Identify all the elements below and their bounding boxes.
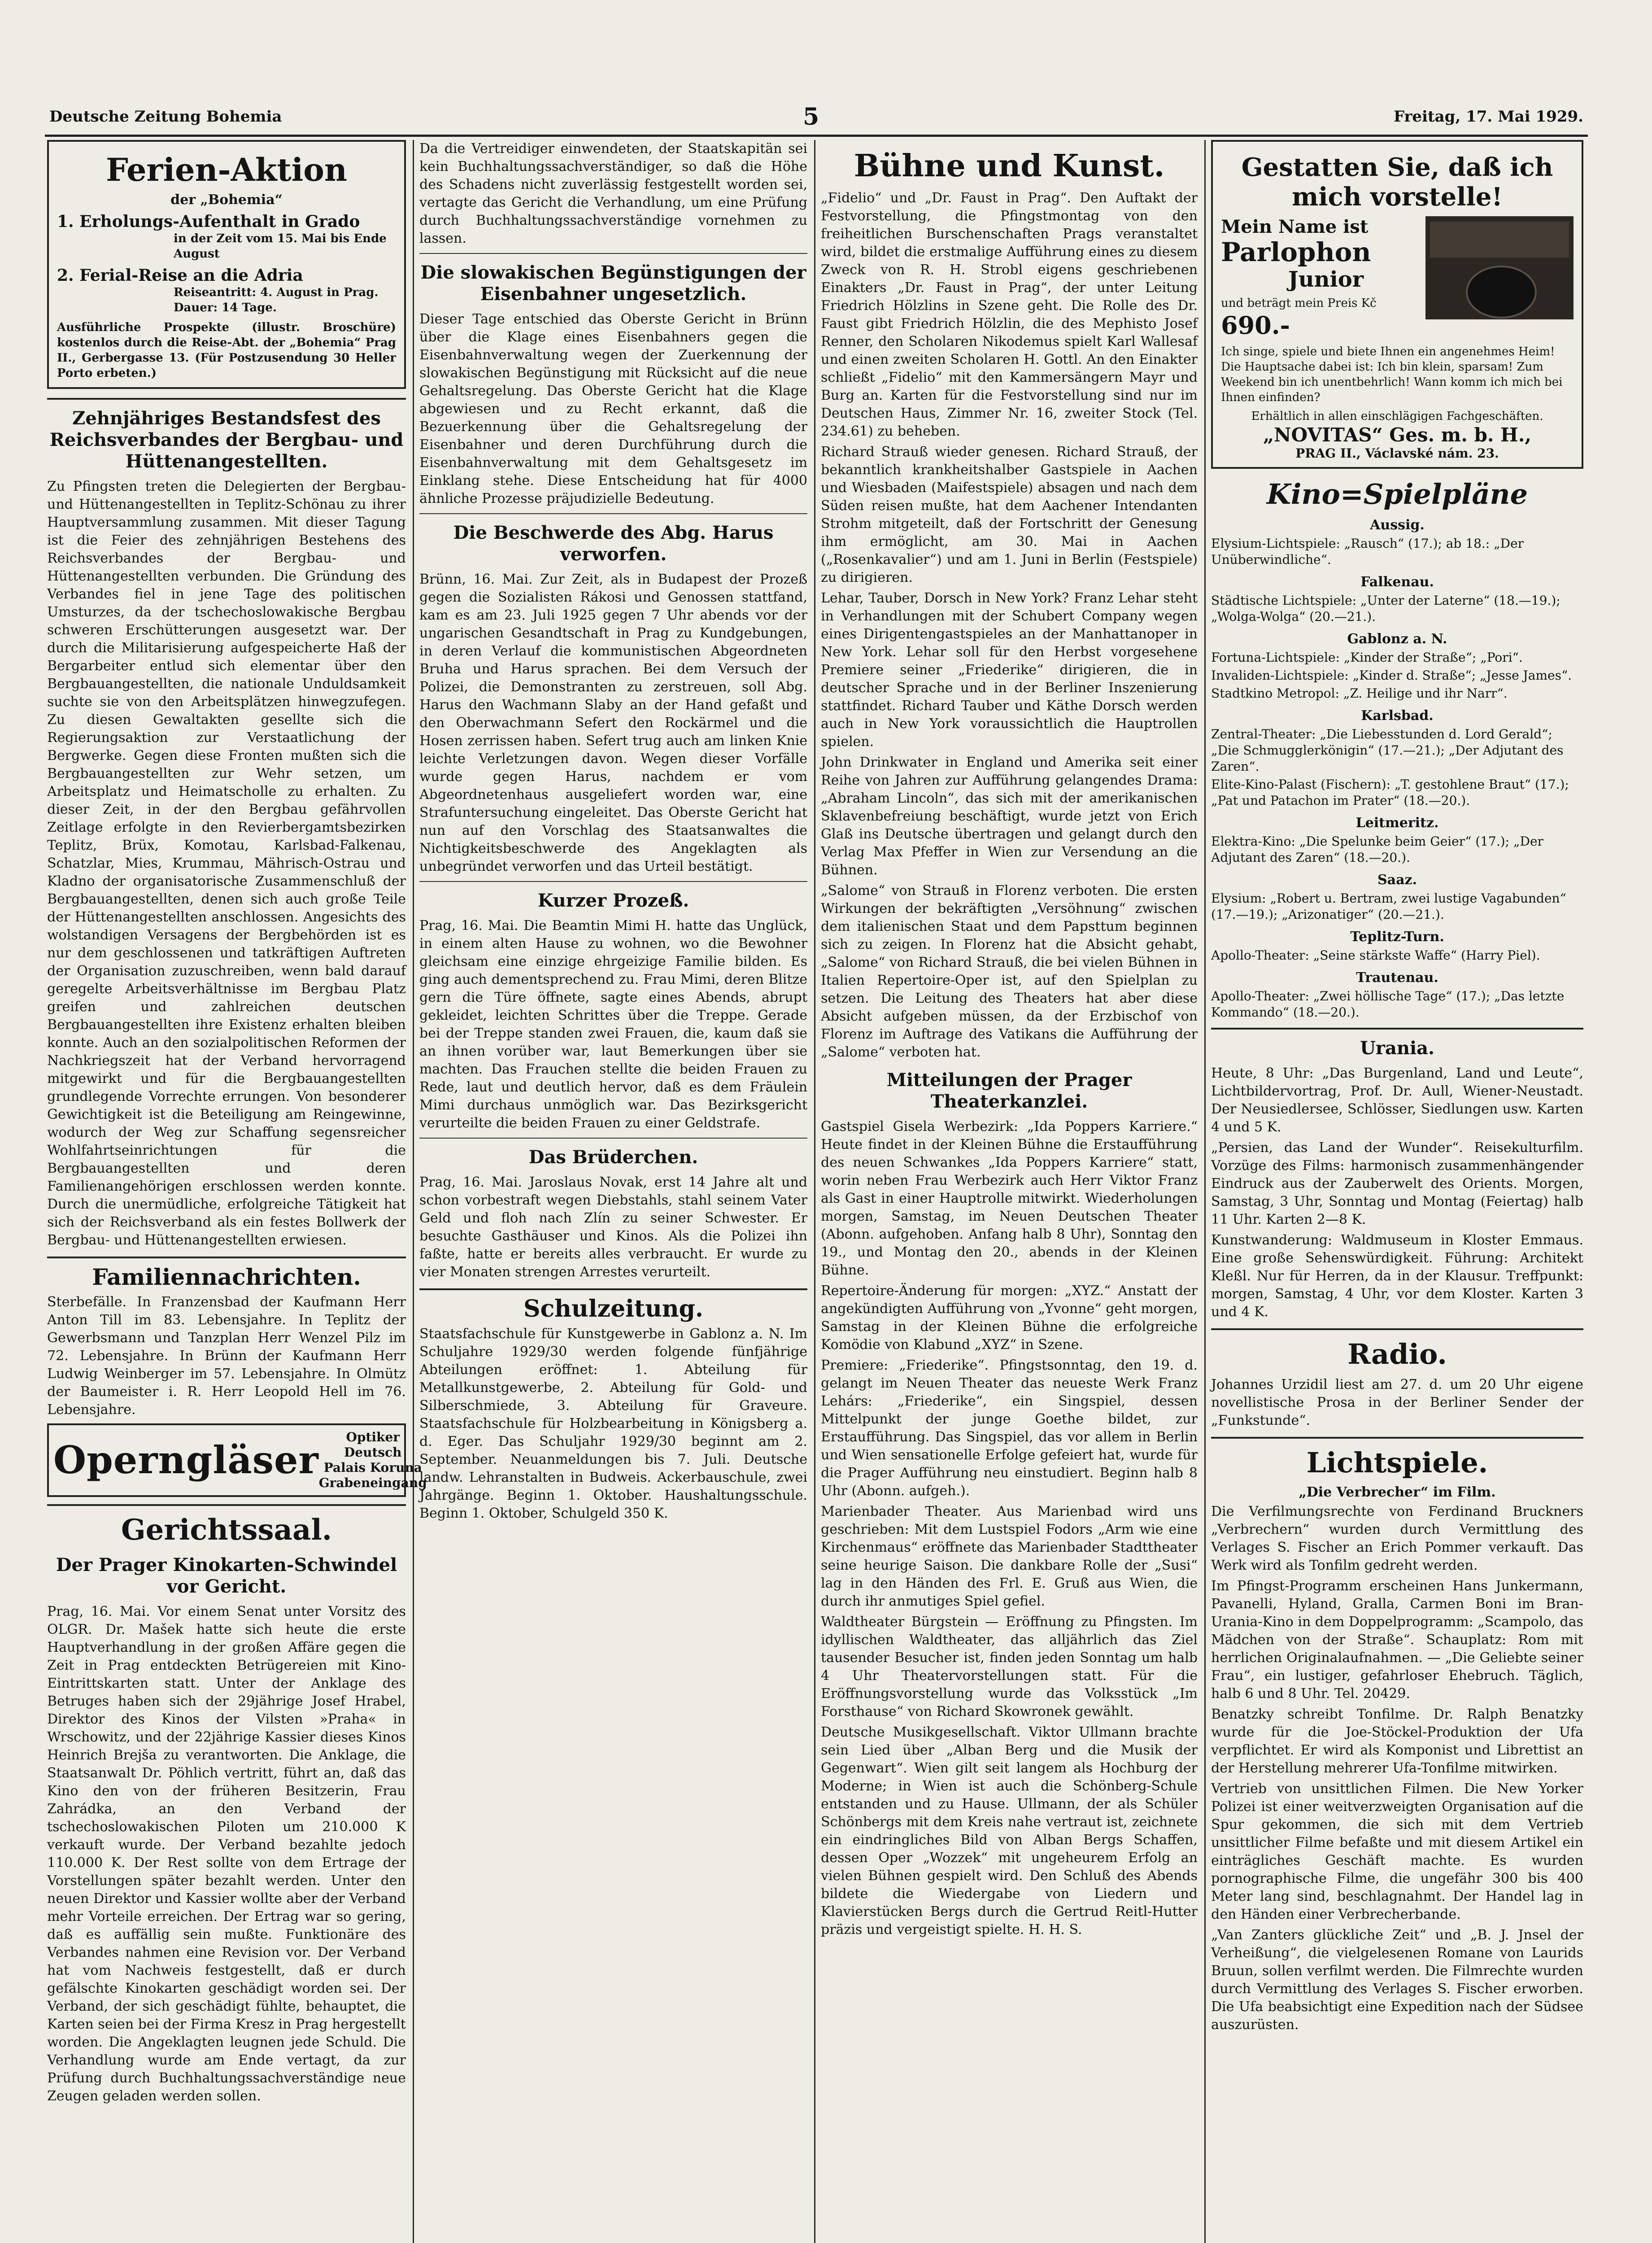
cinema-listing: Elite-Kino-Palast (Fischern): „T. gestohlene Braut“ (17.); „Pat und Patachon im Prater“ (18.—20.). xyxy=(1211,777,1569,808)
court-continuation: Da die Vertreidiger einwendeten, der Staatskapitän sei kein Buchhaltungssachverständiger, so daß die Höhe des Schadens nicht zuverlässig festgestellt worden sei, vertagte das Gericht die Verhandlung, um eine Prüfung durch Buchhaltungssachverständige vornehmen zu lassen. xyxy=(419,141,807,246)
article-title: Das Brüderchen. xyxy=(528,1147,698,1168)
court-title: Gerichtssaal. xyxy=(121,1513,332,1547)
page-header xyxy=(49,103,1583,130)
section-rule xyxy=(47,1257,406,1258)
section-rule xyxy=(1211,1028,1583,1030)
page-number: 5 xyxy=(803,103,819,131)
article-body: Prag, 16. Mai. Jaroslaus Novak, erst 14 Jahre alt und schon vorbestraft wegen Diebstahls, stahl seinem Vater Geld und floh nach Zlín zu seiner Schwester. Er besuchte Gasthäuser und Kinos. Als die Polizei ihn faßte, hatte er bereits alles verbraucht. Er wurde zu vier Monaten strengen Arrestes verurteilt. xyxy=(419,1174,807,1280)
cinema-town: Falkenau. xyxy=(1360,574,1434,590)
gramophone-image xyxy=(1425,216,1574,319)
oper-ad-side xyxy=(319,1430,427,1491)
column-1 xyxy=(47,140,427,2243)
cinema-listing: Fortuna-Lichtspiele: „Kinder der Straße“; „Pori“. xyxy=(1211,650,1523,665)
court-body: Prag, 16. Mai. Vor einem Senat unter Vorsitz des OLGR. Dr. Mašek hatte sich heute die erste Hauptverhandlung in der großen Affäre gegen die Zeit in Prag entdeckten Betrügereien mit Kino-Eintrittskarten statt. Unter der Anklage des Betruges haben sich der 29jährige Josef Hrabel, Direktor des Kinos der Vilsten »Praha« in Wrschowitz, und der 22jährige Kassier dieses Kinos Heinrich Brejša zu verantworten. Die Anklage, die Staatsanwalt Dr. Pöhlich vertritt, führt an, daß das Kino den von der früheren Besitzerin, Frau Zahrádka, an den Verband der tschechoslowakischen Piloten um 210.000 K verkauft wurde. Der Verband bezahlte jedoch 110.000 K. Der Rest sollte von dem Ertrage der Vorstellungen später bezahlt werden. Unter den neuen Direktor und Kassier wollte aber der Verband mehr Vorteile erreichen. Der Ertrag war so gering, daß es auffällig sein mußte. Funktionäre des Verbandes nahmen eine Revision vor. Der Verband hat vom Nachweis festgestellt, daß er durch gefälschte Kinokarten geschädigt worden sei. Der Verband, der sich geschädigt fühlte, behauptet, die Karten seien bei der Firma Kresz in Prag hergestellt worden. Die Angeklagten leugnen jede Schuld. Die Verhandlung wurde am Ende vertagt, da zur Prüfung durch Buchhaltungssachverständige neue Zeugen geladen werden sollen. xyxy=(47,1604,406,2104)
oper-ad-line: Palais Koruna xyxy=(323,1460,422,1475)
cinema-listing: Invaliden-Lichtspiele: „Kinder d. Straße“; „Jesse James“. xyxy=(1211,668,1572,683)
film-section-title: Lichtspiele. xyxy=(1306,1446,1488,1479)
article-body: Deutsche Musikgesellschaft. Viktor Ullmann brachte sein Lied über „Alban Berg und die Musik der Gegenwart“. Wien gilt seit langem als Hochburg der Moderne; in Wien ist auch die Schönberg-Schule entstanden und zu Hause. Ullmann, der als Schüler Schönbergs mit dem Kreis nahe vertraut ist, zeichnete ein eindringliches Bild von Alban Bergs Schaffen, dessen Oper „Wozzek“ mit ungeheurem Erfolg an vielen Bühnen gespielt wird. Den Schluß des Abends bildete die Wiedergabe von Liedern und Klavierstücken Bergs durch die Gertrud Reitl-Hutter präzis und vergeistigt spielte. H. H. S. xyxy=(821,1724,1198,1938)
article-body: „Salome“ von Strauß in Florenz verboten. Die ersten Wirkungen der bekräftigten „Versöhnung“ zwischen dem italienischen Staat und dem Papsttum beginnen sich zu zeigen. In Florenz hat die Absicht gehabt, „Salome“ von Richard Strauß, die bei vielen Bühnen in Italien Repertoire-Oper ist, auf den Spielplan zu setzen. Die Leitung des Theaters hat aber diese Absicht aufgeben müssen, da der Erzbischof von Florenz im Auftrage des Vatikans die Aufführung der „Salome“ verboten hat. xyxy=(821,883,1198,1060)
oper-ad-title: Operngläser xyxy=(53,1438,319,1482)
court-subtitle: Der Prager Kinokarten-Schwindel vor Gericht. xyxy=(56,1554,397,1597)
cinema-listing: Elektra-Kino: „Die Spelunke beim Geier“ (17.); „Der Adjutant des Zaren“ (18.—20.). xyxy=(1211,834,1543,865)
film-body: Im Pfingst-Programm erscheinen Hans Junkermann, Pavanelli, Hyland, Gralla, Carmen Boni im Bran-Urania-Kino in dem Doppelprogramm: „Scampolo, das Mädchen von der Straße“. Schauplatz: Rom mit herrlichen Originalaufnahmen. — „Die Geliebte seiner Frau“, ein lustiger, gefahrloser Ehebruch. Täglich, halb 6 und 8 Uhr. Tel. 20429. xyxy=(1211,1578,1583,1702)
column-divider xyxy=(1204,140,1206,2243)
article-body: John Drinkwater in England und Amerika seit einer Reihe von Jahren zur Aufführung gelangendes Drama: „Abraham Lincoln“, das sich mit der amerikanischen Sklavenbefreiung beschäftigt, wurde jetzt von Erich Glaß ins Deutsche übertragen und gelangt durch den Verlag Max Pfeffer in Wien zur Versendung an die Bühnen. xyxy=(821,755,1198,878)
column-4 xyxy=(1211,140,1583,2243)
urania-title: Urania. xyxy=(1360,1038,1434,1059)
film-subtitle: „Die Verbrecher“ im Film. xyxy=(1299,1484,1496,1500)
ad-footer: Ausführliche Prospekte (illustr. Broschüre) kostenlos durch die Reise-Abt. der „Bohemia“ Prag II., Gerbergasse 13. (Für Postzusendung 30 Heller Porto erbeten.) xyxy=(57,321,396,380)
article-body: Prag, 16. Mai. Die Beamtin Mimi H. hatte das Unglück, in einem alten Hause zu wohnen, wo die Bewohner gleichsam eine einzige ehrgeizige Familie bilden. Es ging auch dementsprechend zu. Frau Mimi, deren Blitze gern die Türe öffnete, sagte eines Abends, abrupt gekleidet, leichten Schrittes über die Treppe. Gerade bei der Treppe standen zwei Frauen, die, kaum daß sie an ihnen vorüber war, laut Bemerkungen über sie machten. Das Frauchen stellte die beiden Frauen zu Rede, laut und deutlich hervor, daß es dem Fräulein Mimi durchaus unmöglich war. Das Bezirksgericht verurteilte die beiden Frauen zu einer Geldstrafe. xyxy=(419,918,807,1131)
film-body: Die Verfilmungsrechte von Ferdinand Bruckners „Verbrechern“ wurden durch Vermittlung des Verlages S. Fischer an Erich Pommer verkauft. Das Werk wird als Tonfilm gedreht werden. xyxy=(1211,1504,1583,1573)
family-news-title: Familiennachrichten. xyxy=(92,1264,361,1290)
divider xyxy=(419,513,807,514)
ad-name-line: Mein Name ist xyxy=(1221,216,1369,237)
ferien-aktion-ad xyxy=(47,140,406,389)
ad-product-name: Parlophon xyxy=(1221,237,1371,267)
ad-item-1-detail: in der Zeit vom 15. Mai bis Ende August xyxy=(174,232,387,261)
article-title: Die slowakischen Begünstigungen der Eisenbahner ungesetzlich. xyxy=(420,262,806,305)
cinema-town: Karlsbad. xyxy=(1361,708,1434,724)
theater-notices-title: Mitteilungen der Prager Theaterkanzlei. xyxy=(886,1069,1132,1112)
article-body: Waldtheater Bürgstein — Eröffnung zu Pfingsten. Im idyllischen Waldtheater, das alljährlich das Ziel tausender Besucher ist, finden jeden Sonntag um halb 4 Uhr Theatervorstellungen statt. Für die Eröffnungsvorstellung wurde das Volksstück „Im Forsthause“ von Richard Skowronek gewählt. xyxy=(821,1614,1198,1719)
article-body: Brünn, 16. Mai. Zur Zeit, als in Budapest der Prozeß gegen die Sozialisten Rákosi und Genossen stattfand, kam es am 23. Juli 1925 gegen 7 Uhr abends vor der ungarischen Gesandtschaft in Prag zu Kundgebungen, in deren Verlauf die kommunistischen Abgeordneten Bruha und Harus sprachen. Bei dem Versuch der Polizei, die Demonstranten zu zerstreuen, soll Abg. Harus den Wachmann Slaby an der Hand gefaßt und den Oberwachmann Sefert den Rockärmel und die Hosen zerrissen haben. Sefert trug auch am linken Knie leichte Verletzungen davon. Wegen dieser Vorfälle wurde gegen Harus, nachdem er vom Abgeordnetenhaus ausgeliefert worden war, eine Strafuntersuchung eingeleitet. Das Oberste Gericht hat nun auf den Vorschlag des Staatsanwaltes die Nichtigkeitsbeschwerde des Angeklagten als unbegründet verworfen und das Urteil bestätigt. xyxy=(419,572,807,874)
article-body: Richard Strauß wieder genesen. Richard Strauß, der bekanntlich krankheitshalber Gastspiele in Aachen und Wiesbaden (Maifestspiele) absagen und nach dem Süden reisen mußte, hat dem Aachener Intendanten Strohm mitgeteilt, daß der Fortschritt der Genesung ihm ermöglicht, am 30. Mai in Aachen („Rosenkavalier“) und am 1. Juni in Berlin (Festspiele) zu dirigieren. xyxy=(821,444,1198,585)
ad-title: Gestatten Sie, daß ich mich vorstelle! xyxy=(1241,153,1553,212)
school-news-title: Schulzeitung. xyxy=(523,1295,704,1322)
ad-item-2: 2. Ferial-Reise an die Adria xyxy=(57,266,303,285)
family-news-body: Sterbefälle. In Franzensbad der Kaufmann Herr Anton Till im 83. Lebensjahre. In Teplitz der Gewerbsmann und Tanzplan Herr Wenzel Pilz im 72. Lebensjahre. In Brünn der Kaufmann Herr Ludwig Weinberger im 57. Lebensjahre. In Olmütz der Baumeister i. R. Herr Leopold Hell im 76. Lebensjahre. xyxy=(47,1294,406,1418)
section-rule xyxy=(1211,1328,1583,1330)
stage-art-title: Bühne und Kunst. xyxy=(854,148,1165,184)
article-body: Premiere: „Friederike“. Pfingstsonntag, den 19. d. gelangt im Neuen Theater das neueste Werk Franz Lehárs: „Friederike“, ein Singspiel, dessen Mittelpunkt der junge Goethe bildet, zur Erstaufführung. Das Singspiel, das vor allem in Berlin und Wien sensationelle Erfolge gefeiert hat, wurde für die Prager Aufführung neu einstudiert. Beginn halb 8 Uhr (Abonn. aufgeh.). xyxy=(821,1357,1198,1499)
article-body: Marienbader Theater. Aus Marienbad wird uns geschrieben: Mit dem Lustspiel Fodors „Arm wie eine Kirchenmaus“ eröffnete das Marienbader Stadttheater seine heurige Saison. Die dankbare Rolle der „Susi“ lag in den Händen des Frl. E. Gruß aus Wien, die durch ihr anmutiges Spiel gefiel. xyxy=(821,1504,1198,1609)
cinema-listing: Stadtkino Metropol: „Z. Heilige und ihr Narr“. xyxy=(1211,686,1508,701)
article-body: Zu Pfingsten treten die Delegierten der Bergbau- und Hüttenangestellten in Teplitz-Schönau zu ihrer Hauptversammlung zusammen. Mit dieser Tagung ist die Feier des zehnjährigen Bestehens des Reichsverbandes der Bergbau- und Hüttenangestellten verbunden. Die Gründung des Verbandes fiel in jene Tage des politischen Umsturzes, da der tschechoslowakische Bergbau schweren Erschütterungen ausgesetzt war. Der durch die Militarisierung aufgespeicherte Haß der Bergarbeiter entlud sich elementar über den Bergbauangestellten, die nationale Unduldsamkeit suchte sie von den Arbeitsplätzen hinwegzufegen. Zu diesen Gewaltakten gesellte sich die Regierungsaktion zur Verstaatlichung der Bergwerke. Gegen diese Fronten mußten sich die Bergbauangestellten zur Wehr setzen, um Arbeitsplatz und Heimatscholle zu erhalten. Zu dieser Zeit, in der den Bergbau gefährvollen Zeitlage erfolgte in den Revierbergamtsbezirken Teplitz, Brüx, Komotau, Karlsbad-Falkenau, Schatzlar, Mies, Krummau, Mährisch-Ostrau und Kladno der organisatorische Zusammenschluß der Bergbauangestellten, denen sich auch große Teile der Hüttenangestellten anschlossen. Angesichts des wolstandigen Versagens der Bergbehörden ist es nur dem geschlossenen und tatkräftigen Auftreten der Organisation zuzuschreiben, wenn bald darauf geregelte Arbeitsverhältnisse im Bergbau Platz greifen und zahlreichen deutschen Bergbauangestellten ihre Existenz erhalten bleiben konnte. Auch an den sozialpolitischen Reformen der Nachkriegszeit hat der Verband hervorragend mitgewirkt und für die Bergbauangestellten grundlegende Vorrechte errungen. Von besonderer Gewichtigkeit ist die Beteiligung am Reingewinne, wodurch der Weg zur Schaffung segensreicher Wohlfahrtseinrichtungen für die Bergbauangestellten und deren Familienangehörigen erschlossen werden konnte. Durch die unermüdliche, erfolgreiche Tätigkeit hat sich der Reichsverband als ein festes Bollwerk der Bergbau- und Hüttenangestellten erwiesen. xyxy=(47,479,406,1248)
radio-body: Johannes Urzidil liest am 27. d. um 20 Uhr eigene novellistische Prosa in der Berliner Sender der „Funkstunde“. xyxy=(1211,1377,1583,1428)
column-2 xyxy=(419,140,807,2243)
cinema-town: Aussig. xyxy=(1370,517,1425,533)
cinema-listing: Apollo-Theater: „Zwei höllische Tage“ (17.); „Das letzte Kommando“ (18.—20.). xyxy=(1211,989,1565,1020)
cinema-town: Saaz. xyxy=(1377,872,1417,888)
cinema-town: Teplitz-Turn. xyxy=(1350,929,1444,945)
article-body: Repertoire-Änderung für morgen: „XYZ.“ Anstatt der angekündigten Aufführung von „Yvonne“ geht morgen, Samstag in der Kleinen Bühne die erfolgreiche Komödie von Klabund „XYZ“ in Szene. xyxy=(821,1283,1198,1353)
section-rule xyxy=(1211,1437,1583,1439)
ad-item-2-detail: Reiseantritt: 4. August in Prag. Dauer: 14 Tage. xyxy=(174,286,379,314)
section-rule xyxy=(419,1288,807,1290)
cinema-schedule-list xyxy=(1211,517,1583,1021)
cinema-listing: Elysium: „Robert u. Bertram, zwei lustige Vagabunden“ (17.—19.); „Arizonatiger“ (20.—21.). xyxy=(1211,891,1566,922)
cinema-listing: Apollo-Theater: „Seine stärkste Waffe“ (Harry Piel). xyxy=(1211,948,1540,963)
cinema-town: Leitmeritz. xyxy=(1356,815,1439,831)
column-divider xyxy=(814,140,815,2243)
section-rule xyxy=(47,1504,406,1506)
ad-price: 690.- xyxy=(1221,311,1290,340)
school-news-body: Staatsfachschule für Kunstgewerbe in Gablonz a. N. Im Schuljahre 1929/30 werden folgende fünfjährige Abteilungen eröffnet: 1. Abteilung für Metallkunstgewerbe, 2. Abteilung für Gold- und Silberschmiede, 3. Abteilung für Graveure. Staatsfachschule für Holzbearbeitung in Königsberg a. d. Eger. Das Schuljahr 1929/30 beginnt am 2. September. Neuanmeldungen bis 7. Juli. Deutsche landw. Lehranstalten in Budweis. Ackerbauschule, zwei Jahrgänge. Beginn 1. Oktober. Haushaltungsschule. Beginn 1. Oktober, Schulgeld 350 K. xyxy=(419,1326,807,1521)
header-rule xyxy=(45,135,1588,137)
column-3 xyxy=(821,140,1198,2243)
radio-title: Radio. xyxy=(1347,1338,1447,1370)
cinema-listing: Elysium-Lichtspiele: „Rausch“ (17.); ab 18.: „Der Unüberwindliche“. xyxy=(1211,536,1524,567)
article-body: „Fidelio“ und „Dr. Faust in Prag“. Den Auftakt der Festvorstellung, die Pfingstmontag von den freiheitlichen Burschenschaften Prags veranstaltet wird, bildet die erstmalige Aufführung eines zu diesem Zweck von R. H. Strobl eigens geschriebenen Einakters „Dr. Faust in Prag“, der unter Leitung Friedrich Hölzlins in Szene geht. Die Rolle des Dr. Faust gibt Friedrich Hölzlin, die des Mephisto Josef Renner, den Scholaren Nikodemus spielt Karl Wallesaf und einen zweiten Scholaren H. Gottl. An den Einakter schließt „Fidelio“ mit den Kammersängern Mayr und Burg an. Karten für die Festvorstellung sind nur im Deutschen Haus, Zimmer Nr. 16, zweiter Stock (Tel. 234.61) zu beheben. xyxy=(821,190,1198,439)
urania-body: Heute, 8 Uhr: „Das Burgenland, Land und Leute“, Lichtbildervortrag, Prof. Dr. Aull, Wiener-Neustadt. Der Neusiedlersee, Schlösser, Siedlungen usw. Karten 4 und 5 K. xyxy=(1211,1065,1583,1135)
divider xyxy=(419,1138,807,1139)
article-body: Lehar, Tauber, Dorsch in New York? Franz Lehar steht in Verhandlungen mit der Schubert Company wegen eines Dirigentengastspieles an der Manhattanoper in New York. Lehar soll für den Herbst vorgesehene Premiere seiner „Friederike“ dirigieren, die in deutscher Sprache und in der Berliner Inszenierung stattfindet. Richard Tauber und Käthe Dorsch werden auch in New York voraussichtlich die Hauptrollen spielen. xyxy=(821,590,1198,750)
article-title: Kurzer Prozeß. xyxy=(537,890,689,911)
section-rule xyxy=(47,398,406,400)
ad-price-label: und beträgt mein Preis Kč xyxy=(1221,297,1377,310)
column-divider xyxy=(413,140,414,2243)
film-body: „Van Zanters glückliche Zeit“ und „B. J. Jnsel der Verheißung“, die vielgelesenen Romane von Laurids Bruun, sollen verfilmt werden. Die Filmrechte wurden durch Vermittlung des Verlages S. Fischer erworben. Die Ufa beabsichtigt eine Expedition nach der Südsee auszurüsten. xyxy=(1211,1927,1583,2033)
cinema-town: Trautenau. xyxy=(1356,970,1438,986)
divider xyxy=(419,881,807,882)
masthead: Deutsche Zeitung Bohemia xyxy=(49,108,282,126)
film-body: Benatzky schreibt Tonfilme. Dr. Ralph Benatzky wurde für die Joe-Stöckel-Produktion der Ufa verpflichtet. Er wird als Komponist und Librettist an der Herstellung mehrerer Ufa-Tonfilme mitwirken. xyxy=(1211,1706,1583,1776)
cinema-listing: Städtische Lichtspiele: „Unter der Laterne“ (18.—19.); „Wolga-Wolga“ (20.—21.). xyxy=(1211,593,1560,624)
operngläser-ad xyxy=(47,1423,427,1497)
cinema-schedule-title: Kino=Spielpläne xyxy=(1266,478,1528,511)
ad-footer: Erhältlich in allen einschlägigen Fachgeschäften. xyxy=(1251,410,1543,423)
film-body: Vertrieb von unsittlichen Filmen. Die New Yorker Polizei ist einer weitverzweigten Organisation auf die Spur gekommen, die sich mit dem Vertrieb unsittlicher Filme befaßte und mit diesem Artikel ein einträgliches Geschäft machte. Es wurden pornographische Filme, die ungefähr 300 bis 400 Meter lang sind, beschlagnahmt. Der Handel lag in den Händen einer Verbrecherbande. xyxy=(1211,1781,1583,1922)
ad-company: „NOVITAS“ Ges. m. b. H., xyxy=(1263,424,1531,446)
parlophon-ad xyxy=(1211,140,1583,469)
ad-title: Ferien-Aktion xyxy=(106,151,347,188)
ad-address: PRAG II., Václavské nám. 23. xyxy=(1295,446,1499,461)
ad-product-model: Junior xyxy=(1288,267,1364,292)
urania-body: „Persien, das Land der Wunder“. Reisekulturfilm. Vorzüge des Films: harmonisch zusammenhängender Eindruck aus der Zauberwelt des Orients. Morgen, Samstag, 3 Uhr, Sonntag und Montag (Feiertag) halb 11 Uhr. Karten 2—8 K. xyxy=(1211,1140,1583,1227)
ad-item-1: 1. Erholungs-Aufenthalt in Grado xyxy=(57,212,360,231)
oper-ad-line: Optiker Deutsch xyxy=(344,1430,402,1460)
ad-text: Ich singe, spiele und biete Ihnen ein angenehmes Heim! Die Hauptsache dabei ist: Ich bin klein, sparsam! Zum Weekend bin ich unentbehrlich! Wann komm ich mich bei Ihnen einfinden? xyxy=(1221,345,1563,404)
issue-date: Freitag, 17. Mai 1929. xyxy=(1393,108,1583,126)
article-title: Die Beschwerde des Abg. Harus verworfen. xyxy=(453,522,774,565)
article-body: Dieser Tage entschied das Oberste Gericht in Brünn über die Klage eines Eisenbahners gegen die Eisenbahnverwaltung wegen der Zuerkennung der slowakischen Begünstigung mit Rücksicht auf die neue Gehaltsregelung. Das Oberste Gericht hat die Klage abgewiesen und zu Recht erkannt, daß die Bezuerkennung über die Gehaltsregelung der Eisenbahner und deren Durchführung durch die Eisenbahnverwaltung mit dem Gehaltsgesetz im Einklang stehe. Diese Entscheidung hat für 4000 ähnliche Prozesse präjudizielle Bedeutung. xyxy=(419,311,807,506)
ad-subtitle: der „Bohemia“ xyxy=(170,192,283,208)
article-body: Gastspiel Gisela Werbezirk: „Ida Poppers Karriere.“ Heute findet in der Kleinen Bühne die Erstaufführung des neuen Schwankes „Ida Poppers Karriere“ statt, worin neben Frau Werbezirk auch Herr Viktor Franz als Gast in einer Hauptrolle mitwirkt. Wiederholungen morgen, Samstag, im Neuen Deutschen Theater (Abonn. aufgehoben. Anfang halb 8 Uhr), Sonntag den 19., und Montag den 20., abends in der Kleinen Bühne. xyxy=(821,1119,1198,1278)
oper-ad-line: Grabeneingang xyxy=(318,1475,427,1490)
urania-body: Kunstwanderung: Waldmuseum in Kloster Emmaus. Eine große Sehenswürdigkeit. Führung: Architekt Kleßl. Nur für Herren, da in der Klausur. Treffpunkt: morgen, Samstag, 4 Uhr, vor dem Kloster. Karten 3 und 4 K. xyxy=(1211,1232,1583,1320)
divider xyxy=(419,253,807,254)
cinema-town: Gablonz a. N. xyxy=(1347,631,1447,647)
article-title: Zehnjähriges Bestandsfest des Reichsverbandes der Bergbau- und Hüttenangestellten. xyxy=(49,408,404,472)
cinema-listing: Zentral-Theater: „Die Liebesstunden d. Lord Gerald“; „Die Schmugglerkönigin“ (17.—21.); „Der Adjutant des Zaren“. xyxy=(1211,727,1564,774)
